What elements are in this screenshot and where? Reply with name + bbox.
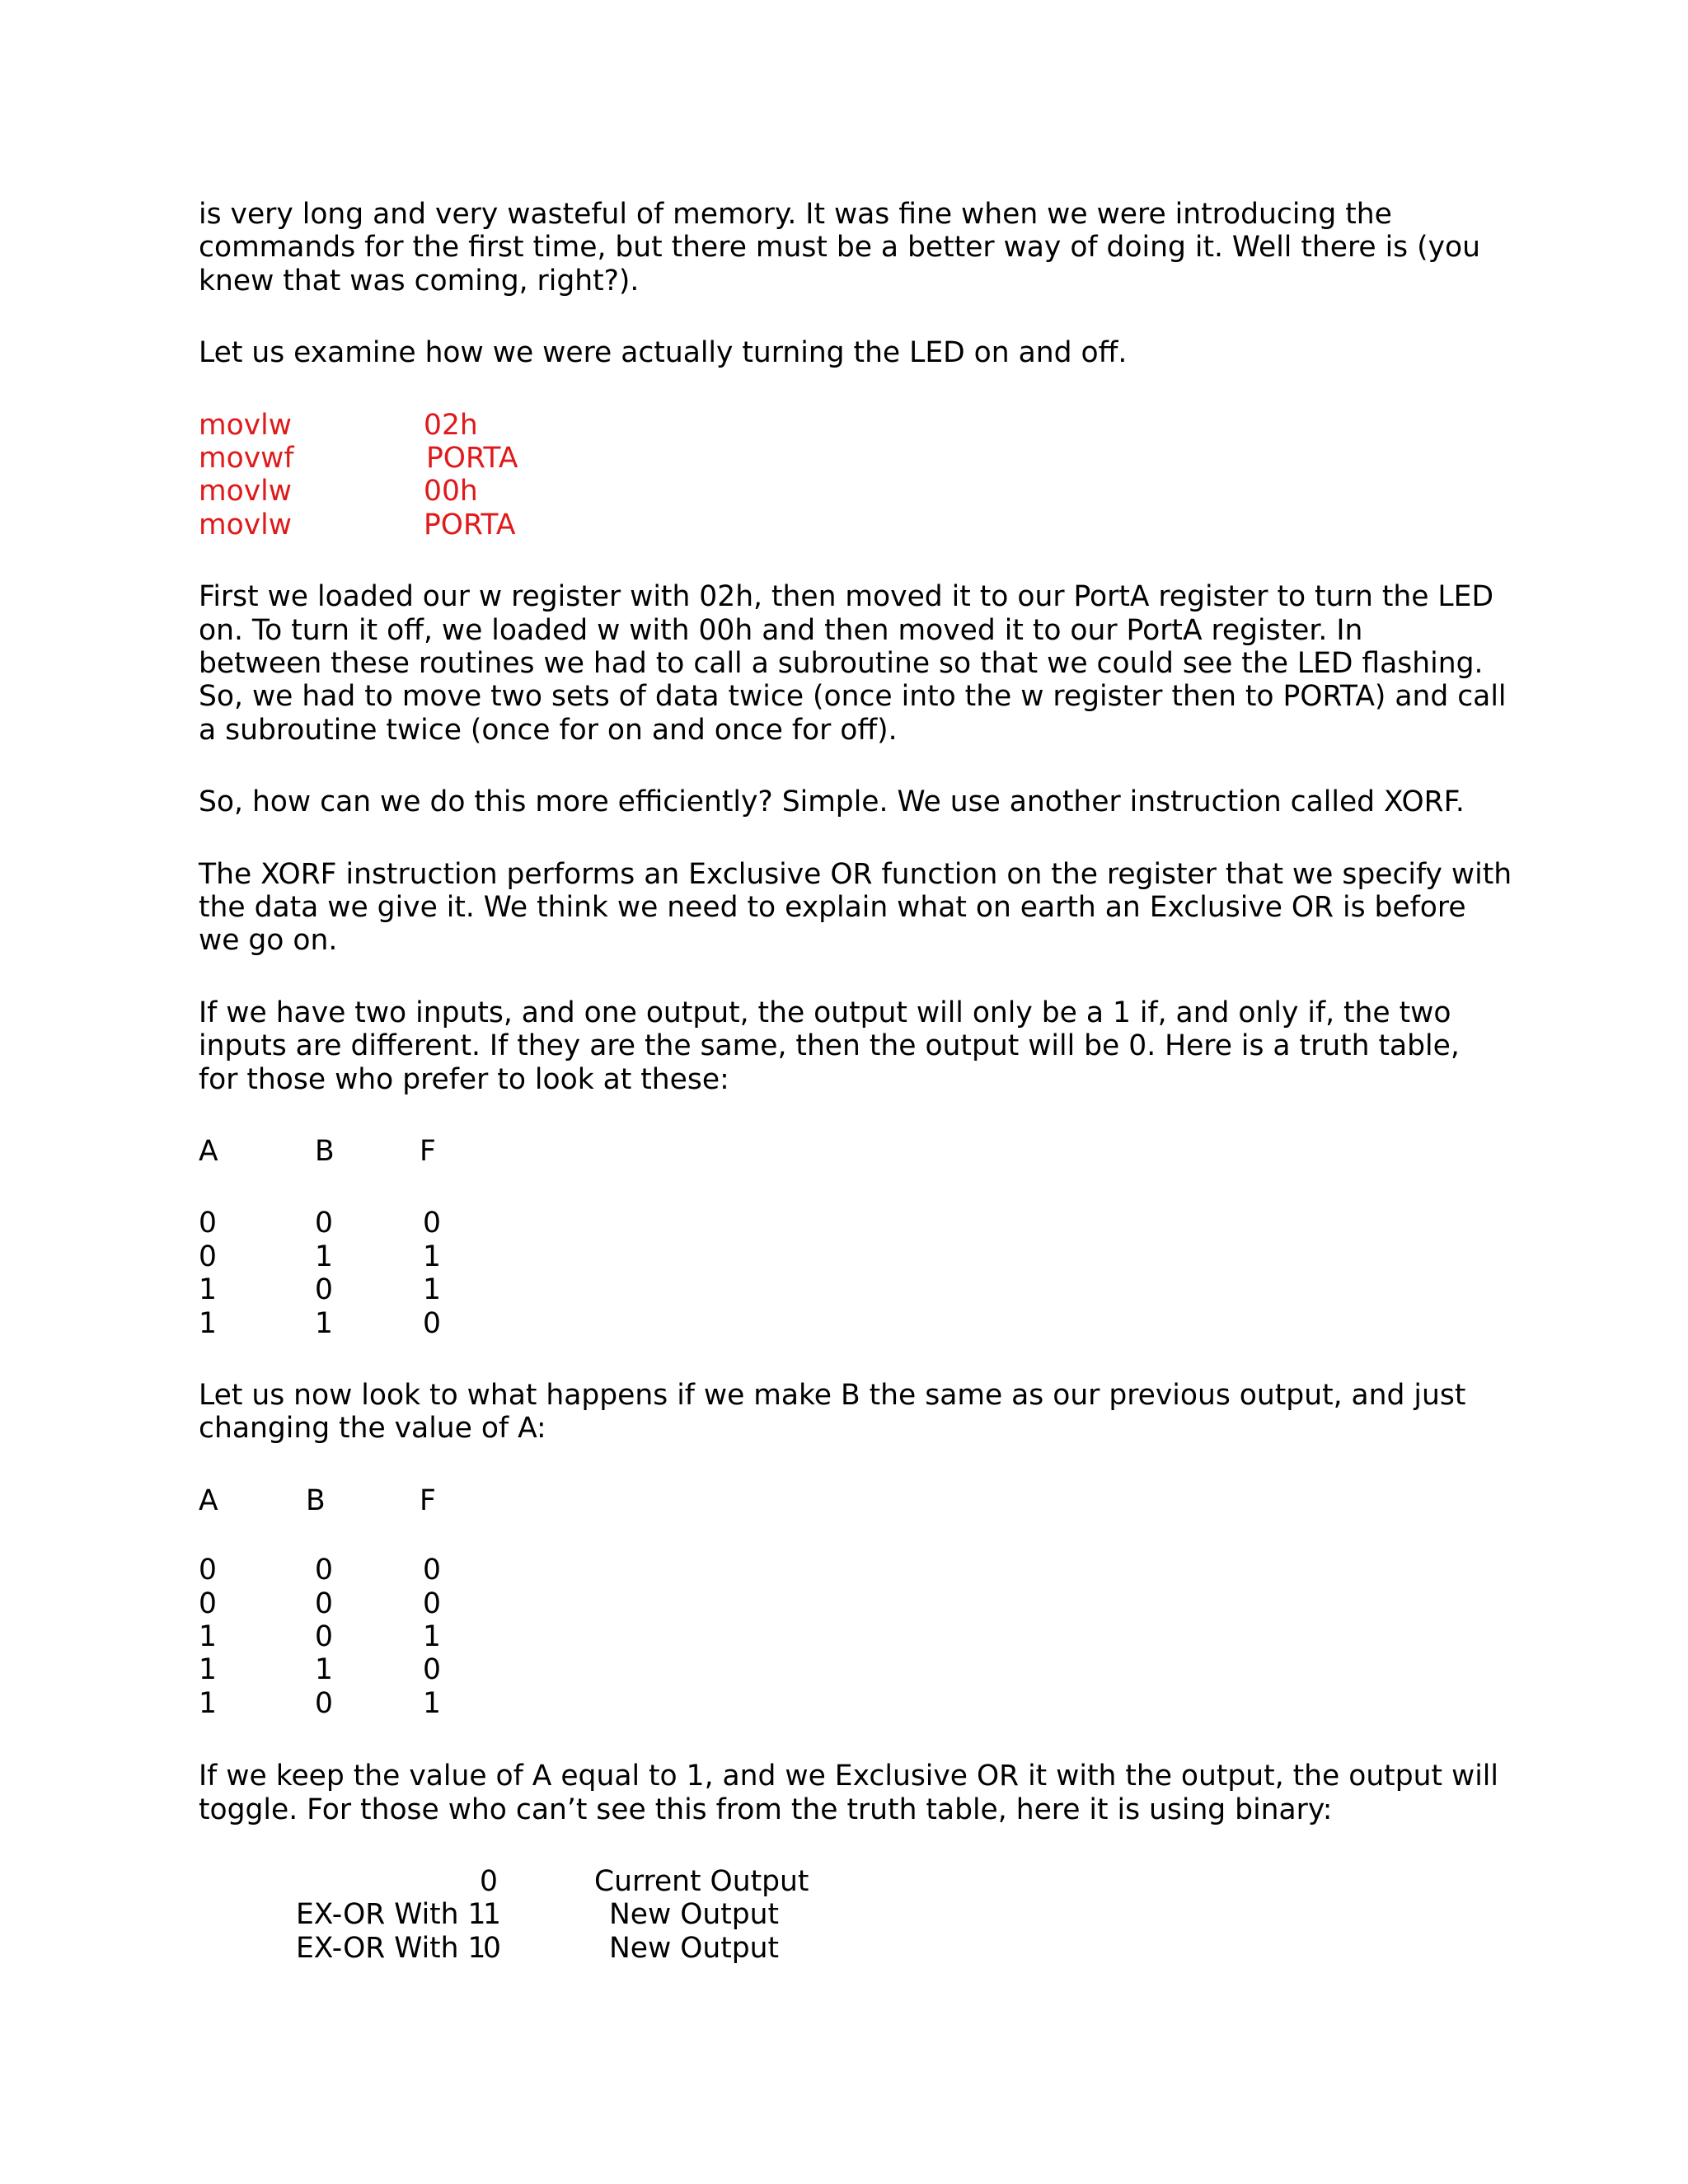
binary-row [199,1932,1501,1965]
binary-row [199,1865,1501,1898]
paragraph-xorf-line: we go on. [199,924,338,958]
paragraph-first-line: So, we had to move two sets of data twice (once into the w register then to PORTA) and call [199,680,1507,714]
cell-f: 1 [423,1273,441,1307]
truth-table-1 [199,1135,1501,1340]
cell-f: 0 [423,1554,441,1587]
paragraph-first-line: a subroutine twice (once for on and once for off). [199,713,898,747]
cell-a: 0 [199,1554,217,1587]
truth-table-header [199,1135,1501,1168]
truth-table-row [199,1653,1501,1686]
paragraph-inputs-line: for those who prefer to look at these: [199,1062,729,1096]
cell-a: 0 [199,1586,217,1620]
paragraph-first-line: between these routines we had to call a subroutine so that we could see the LED flashing. [199,647,1484,680]
code-line [199,442,1501,475]
cell-f: 1 [423,1620,441,1653]
paragraph-letus-line: changing the value of A: [199,1412,546,1446]
cell-b: 1 [315,1306,333,1340]
cell-b: 1 [315,1653,333,1687]
code-block [199,409,1501,542]
code-line [199,475,1501,508]
cell-b: 0 [315,1620,333,1653]
binary-description: Current Output [594,1864,809,1898]
cell-a: 1 [199,1620,217,1653]
code-operand: 02h [424,408,478,442]
truth-table-header [199,1484,1501,1517]
paragraph-xorf-line: the data we give it. We think we need to explain what on earth an Exclusive OR is before [199,891,1466,925]
cell-a: 1 [199,1306,217,1340]
binary-label: EX-OR With 1 [296,1898,486,1932]
header-b: B [315,1135,335,1169]
binary-example [199,1865,1501,1965]
code-line [199,409,1501,442]
truth-table-row [199,1307,1501,1340]
header-f: F [420,1483,436,1517]
cell-b: 0 [315,1207,333,1240]
header-b: B [306,1483,326,1517]
paragraph-keep-line: toggle. For those who can’t see this from the truth table, here it is using binary: [199,1793,1333,1826]
binary-value: 0 [483,1931,501,1965]
truth-table-row [199,1687,1501,1720]
code-operand: PORTA [426,442,518,476]
paragraph-inputs-line: If we have two inputs, and one output, the output will only be a 1 if, and only if, the two [199,996,1451,1029]
cell-b: 0 [315,1586,333,1620]
truth-table-row [199,1587,1501,1620]
paragraph-letus-line: Let us now look to what happens if we make B the same as our previous output, and just [199,1379,1466,1413]
paragraph-intro-line: knew that was coming, right?). [199,264,640,298]
cell-b: 0 [315,1273,333,1307]
cell-a: 1 [199,1273,217,1307]
code-line [199,509,1501,541]
binary-value: 1 [483,1898,501,1932]
paragraph-inputs-line: inputs are different. If they are the same, then the output will be 0. Here is a truth table, [199,1029,1460,1063]
document-page [199,198,1512,1965]
code-operand: PORTA [424,508,516,541]
paragraph-xorf-line: The XORF instruction performs an Exclusive OR function on the register that we specify with [199,857,1512,891]
cell-f: 0 [423,1207,441,1240]
cell-f: 1 [423,1686,441,1720]
code-opcode: movwf [199,442,294,476]
truth-table-row [199,1240,1501,1273]
header-a: A [199,1135,218,1169]
code-opcode: movlw [199,508,292,541]
cell-f: 0 [423,1306,441,1340]
paragraph-intro-line: is very long and very wasteful of memory. It was fine when we were introducing the [199,198,1392,231]
binary-row [199,1898,1501,1931]
code-opcode: movlw [199,475,292,509]
paragraph-intro-line: commands for the first time, but there must be a better way of doing it. Well there is (you [199,231,1480,265]
cell-b: 0 [315,1554,333,1587]
truth-table-row [199,1207,1501,1240]
cell-f: 0 [423,1586,441,1620]
paragraph-first-line: First we loaded our w register with 02h, then moved it to our PortA register to turn the LED [199,580,1494,614]
truth-table-row [199,1273,1501,1306]
binary-description: New Output [609,1931,780,1965]
paragraph-examine: Let us examine how we were actually turning the LED on and off. [199,336,1128,370]
paragraph-keep-line: If we keep the value of A equal to 1, and we Exclusive OR it with the output, the output will [199,1760,1498,1793]
header-f: F [420,1135,436,1169]
binary-value: 0 [480,1864,498,1898]
binary-label: EX-OR With 1 [296,1931,486,1965]
truth-table-2 [199,1484,1501,1720]
truth-table-row [199,1620,1501,1653]
paragraph-first-line: on. To turn it off, we loaded w with 00h and then moved it to our PortA register. In [199,613,1363,647]
cell-a: 1 [199,1686,217,1720]
cell-f: 1 [423,1240,441,1273]
binary-description: New Output [609,1898,780,1932]
cell-a: 0 [199,1240,217,1273]
code-operand: 00h [424,475,478,509]
cell-f: 0 [423,1653,441,1687]
truth-table-row [199,1554,1501,1586]
cell-b: 0 [315,1686,333,1720]
paragraph-efficient: So, how can we do this more efficiently? Simple. We use another instruction called XORF. [199,785,1465,819]
cell-b: 1 [315,1240,333,1273]
header-a: A [199,1483,218,1517]
cell-a: 0 [199,1207,217,1240]
code-opcode: movlw [199,408,292,442]
cell-a: 1 [199,1653,217,1687]
